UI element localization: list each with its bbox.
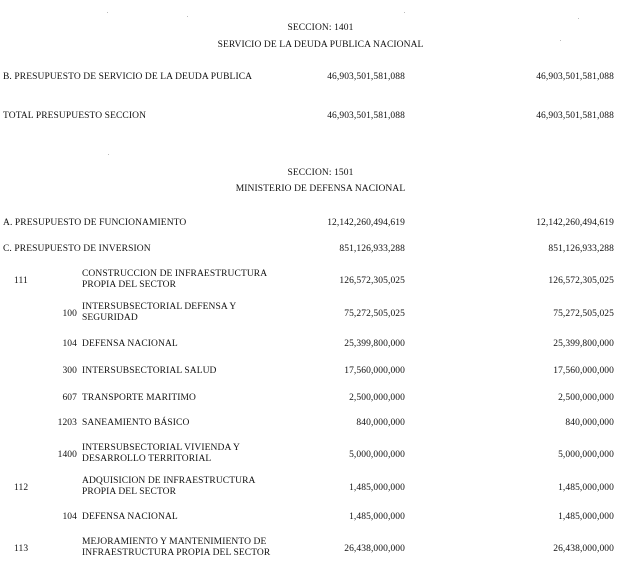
row-description: CONSTRUCCION DE INFRAESTRUCTURA PROPIA DEL SECTOR (82, 269, 267, 290)
row-amount-2: 17,560,000,000 (553, 366, 614, 376)
row-description: MEJORAMIENTO Y MANTENIMIENTO DE INFRAESTRUCTURA PROPIA DEL SECTOR (82, 537, 271, 558)
row-description: DEFENSA NACIONAL (82, 339, 178, 349)
row-description: INTERSUBSECTORIAL VIVIENDA Y DESARROLLO TERRITORIAL (82, 443, 240, 464)
row-amount-2: 26,438,000,000 (553, 544, 614, 554)
line-a-amount-2: 12,142,260,494,619 (536, 218, 614, 228)
row-amount-2: 840,000,000 (565, 418, 614, 428)
row-description: DEFENSA NACIONAL (82, 512, 178, 522)
row-amount-1: 126,572,305,025 (339, 276, 405, 286)
section-heading-1401: SECCION: 1401 (287, 23, 354, 33)
row-amount-1: 1,485,000,000 (349, 512, 405, 522)
total-section-label: TOTAL PRESUPUESTO SECCION (3, 111, 147, 121)
line-b-label: B. PRESUPUESTO DE SERVICIO DE LA DEUDA PUBLICA (3, 72, 253, 82)
line-c-label: C. PRESUPUESTO DE INVERSION (3, 244, 151, 254)
line-c-amount-1: 851,126,933,288 (339, 244, 405, 254)
row-amount-1: 840,000,000 (356, 418, 405, 428)
row-amount-1: 17,560,000,000 (344, 366, 405, 376)
line-b-amount-2: 46,903,501,581,088 (536, 72, 614, 82)
line-c-amount-2: 851,126,933,288 (548, 244, 614, 254)
row-amount-2: 126,572,305,025 (548, 276, 614, 286)
row-amount-1: 75,272,505,025 (344, 309, 405, 319)
program-code: 111 (14, 276, 28, 286)
total-section-amount-1: 46,903,501,581,088 (327, 111, 405, 121)
row-description: ADQUISICION DE INFRAESTRUCTURA PROPIA DEL SECTOR (82, 476, 255, 497)
scan-speck (404, 12, 405, 13)
scan-speck (108, 154, 109, 155)
row-amount-1: 2,500,000,000 (349, 393, 405, 403)
subprogram-code: 104 (62, 512, 77, 522)
line-a-amount-1: 12,142,260,494,619 (327, 218, 405, 228)
row-description: SANEAMIENTO BÁSICO (82, 418, 190, 428)
subprogram-code: 300 (62, 366, 77, 376)
row-amount-2: 25,399,800,000 (553, 339, 614, 349)
scan-speck (578, 18, 579, 19)
program-code: 113 (14, 544, 29, 554)
row-amount-2: 2,500,000,000 (558, 393, 614, 403)
subprogram-code: 607 (62, 393, 77, 403)
row-amount-1: 25,399,800,000 (344, 339, 405, 349)
row-description: INTERSUBSECTORIAL DEFENSA Y SEGURIDAD (82, 302, 237, 323)
subprogram-code: 1400 (57, 450, 77, 460)
subprogram-code: 1203 (57, 418, 77, 428)
row-amount-2: 1,485,000,000 (558, 483, 614, 493)
row-description: INTERSUBSECTORIAL SALUD (82, 366, 217, 376)
row-description: TRANSPORTE MARITIMO (82, 393, 197, 403)
row-amount-2: 5,000,000,000 (558, 450, 614, 460)
section-name-1401: SERVICIO DE LA DEUDA PUBLICA NACIONAL (217, 40, 424, 50)
total-section-amount-2: 46,903,501,581,088 (536, 111, 614, 121)
section-name-1501: MINISTERIO DE DEFENSA NACIONAL (235, 184, 406, 194)
row-amount-1: 1,485,000,000 (349, 483, 405, 493)
row-amount-2: 1,485,000,000 (558, 512, 614, 522)
line-a-label: A. PRESUPUESTO DE FUNCIONAMIENTO (3, 218, 187, 228)
program-code: 112 (14, 483, 29, 493)
subprogram-code: 100 (62, 309, 77, 319)
section-heading-1501: SECCION: 1501 (287, 168, 354, 178)
line-b-amount-1: 46,903,501,581,088 (327, 72, 405, 82)
scan-speck (107, 12, 108, 13)
scan-speck (187, 16, 188, 17)
row-amount-2: 75,272,505,025 (553, 309, 614, 319)
row-amount-1: 5,000,000,000 (349, 450, 405, 460)
subprogram-code: 104 (62, 339, 77, 349)
row-amount-1: 26,438,000,000 (344, 544, 405, 554)
